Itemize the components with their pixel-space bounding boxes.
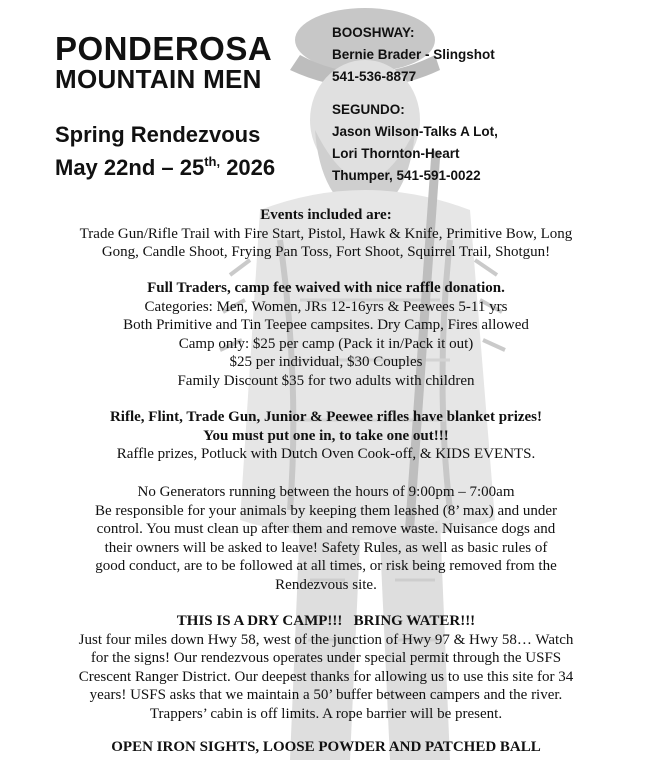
rules-line: Be responsible for your animals by keeping them leashed (8’ max) and under: [94, 502, 558, 519]
segundo-line: Jason Wilson-Talks A Lot,: [332, 124, 498, 139]
events-section: [30, 206, 622, 262]
traders-line: Categories: Men, Women, JRs 12-16yrs & Peewees 5-11 yrs: [144, 298, 508, 315]
segundo-line: Lori Thornton-Heart: [332, 146, 460, 161]
dry-camp-section: [30, 612, 622, 723]
traders-section: [30, 279, 622, 390]
segundo-contact: [332, 99, 498, 187]
event-date-suffix: th,: [204, 154, 221, 169]
title-line-1: PONDEROSA: [55, 30, 273, 67]
segundo-heading: SEGUNDO:: [332, 102, 405, 117]
traders-line: $25 per individual, $30 Couples: [229, 354, 423, 370]
rules-line: control. You must clean up after them and remove waste. Nuisance dogs and: [96, 521, 556, 537]
dry-camp-line: for the signs! Our rendezvous operates under special permit through the USFS: [90, 650, 562, 666]
event-dates: [55, 154, 275, 181]
rules-line: Rendezvous site.: [275, 576, 377, 593]
booshway-contact: [332, 22, 495, 88]
dry-camp-line: Crescent Ranger District. Our deepest thanks for allowing us to use this site for 34: [78, 668, 574, 685]
dry-camp-line: years! USFS asks that we maintain a 50’ buffer between campers and the river.: [89, 687, 563, 703]
booshway-heading: BOOSHWAY:: [332, 25, 415, 40]
traders-line: Camp only: $25 per camp (Pack it in/Pack it out): [178, 335, 474, 352]
prizes-line: Raffle prizes, Potluck with Dutch Oven Cook-off, & KIDS EVENTS.: [116, 446, 536, 462]
prizes-section: [30, 408, 622, 464]
dry-camp-heading: THIS IS A DRY CAMP!!! BRING WATER!!!: [176, 613, 476, 629]
event-date-year: 2026: [220, 155, 276, 180]
booshway-line: Bernie Brader - Slingshot: [332, 47, 495, 62]
traders-line: Both Primitive and Tin Teepee campsites. Dry Camp, Fires allowed: [123, 317, 529, 333]
event-date-prefix: May 22nd – 25: [55, 155, 205, 180]
event-name: Spring Rendezvous: [55, 122, 261, 147]
footer-text: OPEN IRON SIGHTS, LOOSE POWDER AND PATCHED BALL: [111, 739, 541, 755]
segundo-line: Thumper, 541-591-0022: [332, 168, 481, 183]
events-line: Gong, Candle Shoot, Frying Pan Toss, Fort Shoot, Squirrel Trail, Shotgun!: [101, 244, 551, 260]
title-line-2: MOUNTAIN MEN: [55, 64, 262, 94]
rules-line: No Generators running between the hours of 9:00pm – 7:00am: [137, 484, 515, 500]
rules-line: good conduct, are to be followed at all times, or risk being removed from the: [95, 558, 557, 574]
events-heading: Events included are:: [260, 207, 392, 223]
dry-camp-line: Trappers’ cabin is off limits. A rope barrier will be present.: [149, 705, 503, 722]
rules-section: [30, 483, 622, 594]
prizes-bold-line: You must put one in, to take one out!!!: [203, 427, 449, 444]
rules-line: their owners will be asked to leave! Safety Rules, as well as basic rules of: [104, 539, 548, 556]
dry-camp-line: Just four miles down Hwy 58, west of the junction of Hwy 97 & Hwy 58… Watch: [78, 631, 574, 648]
events-line: Trade Gun/Rifle Trail with Fire Start, Pistol, Hawk & Knife, Primitive Bow, Long: [79, 225, 573, 242]
prizes-bold-line: Rifle, Flint, Trade Gun, Junior & Peewee rifles have blanket prizes!: [109, 409, 543, 425]
traders-heading: Full Traders, camp fee waived with nice raffle donation.: [147, 280, 505, 296]
traders-line: Family Discount $35 for two adults with children: [177, 372, 475, 389]
booshway-phone: 541-536-8877: [332, 69, 417, 84]
